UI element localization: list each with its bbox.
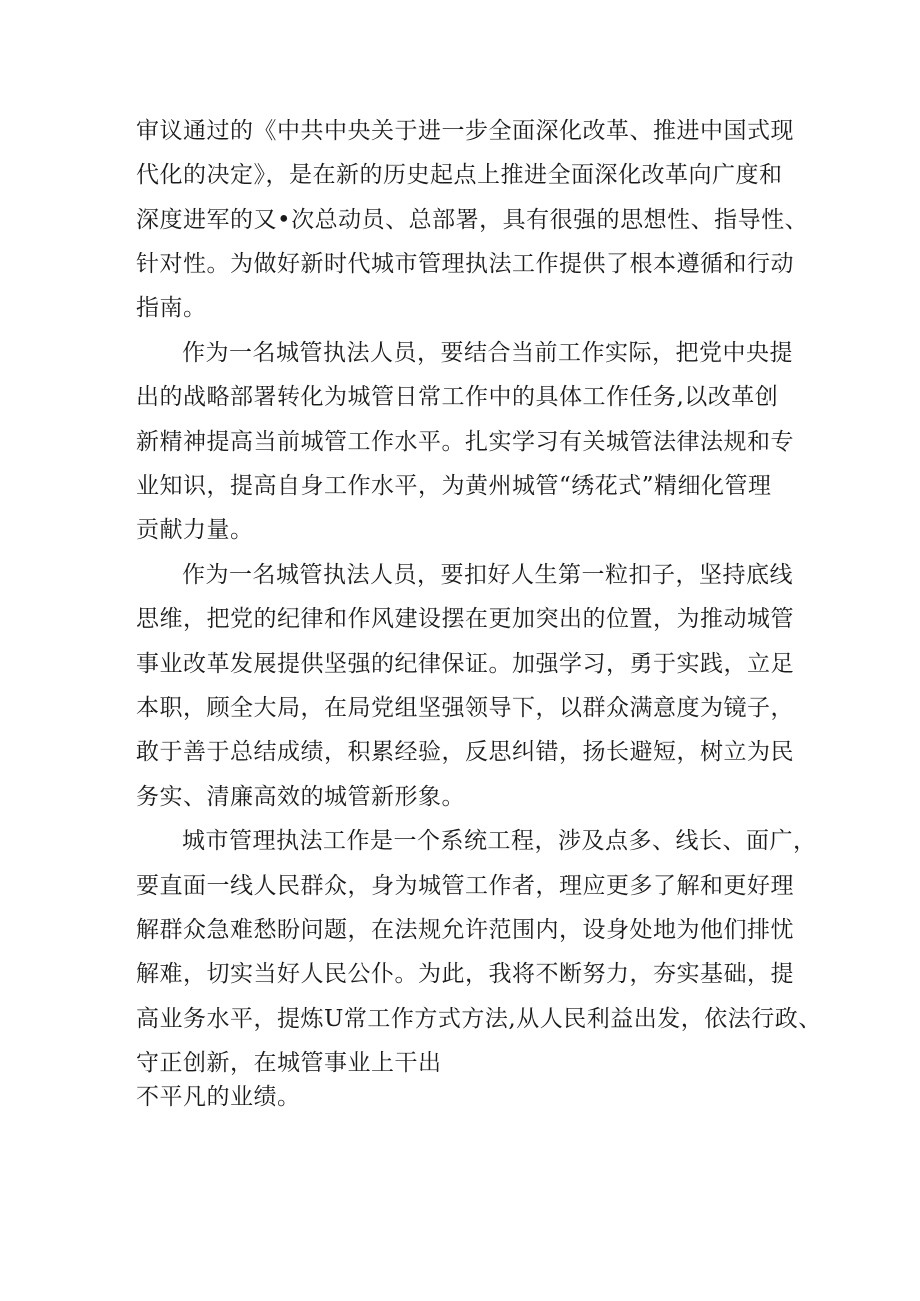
paragraph-2-line-1: 作为一名城管执法人员，要结合当前工作实际，把党中央提 bbox=[182, 340, 793, 366]
paragraph-1-line-3: 深度进军的又•次总动员、总部署，具有很强的思想性、指导性、 bbox=[136, 207, 809, 233]
paragraph-4-line-2: 要直面一线人民群众，身为城管工作者，理应更多了解和更好理 bbox=[136, 873, 794, 899]
paragraph-4-line-4: 解难，切实当好人民公仆。为此，我将不断努力，夯实基础，提 bbox=[136, 961, 794, 987]
paragraph-2-line-5: 贡献力量。 bbox=[136, 517, 254, 543]
paragraph-2-line-4: 业知识，提高自身工作水平，为黄州城管“绣花式”精细化管理 bbox=[136, 473, 772, 499]
paragraph-3-line-3: 事业改革发展提供坚强的纪律保证。加强学习，勇于实践，立足 bbox=[136, 651, 794, 677]
paragraph-3-line-2: 思维，把党的纪律和作风建设摆在更加突出的位置，为推动城管 bbox=[136, 606, 794, 632]
paragraph-3-line-4: 本职，顾全大局，在局党组坚强领导下，以群众满意度为镜子， bbox=[136, 695, 794, 721]
paragraph-3-line-1: 作为一名城管执法人员，要扣好人生第一粒扣子，坚持底线 bbox=[182, 562, 793, 588]
paragraph-1-line-2: 代化的决定》，是在新的历史起点上推进全面深化改革向广度和 bbox=[136, 162, 783, 188]
paragraph-3-line-6: 务实、清廉高效的城管新形象。 bbox=[136, 784, 465, 810]
paragraph-4-line-7: 不平凡的业绩。 bbox=[136, 1084, 301, 1110]
paragraph-4-line-6: 守正创新，在城管事业上干出 bbox=[136, 1050, 442, 1076]
paragraph-3-line-5: 敢于善于总结成绩，积累经验，反思纠错，扬长避短，树立为民 bbox=[136, 739, 794, 765]
paragraph-1-line-4: 针对性。为做好新时代城市管理执法工作提供了根本遵循和行动 bbox=[136, 251, 794, 277]
paragraph-4-line-5: 高业务水平，提炼U常工作方式方法,从人民利益出发，依法行政、 bbox=[136, 1006, 822, 1032]
paragraph-4-line-3: 解群众急难愁盼问题，在法规允许范围内，设身处地为他们排忧 bbox=[136, 917, 794, 943]
paragraph-1-line-1: 审议通过的《中共中央关于进一步全面深化改革、推进中国式现 bbox=[136, 118, 794, 144]
paragraph-2-line-3: 新精神提高当前城管工作水平。扎实学习有关城管法律法规和专 bbox=[136, 429, 794, 455]
paragraph-1-line-5: 指南。 bbox=[136, 295, 207, 321]
paragraph-4-line-1: 城市管理执法工作是一个系统工程，涉及点多、线长、面广， bbox=[182, 828, 817, 854]
paragraph-2-line-2: 出的战略部署转化为城管日常工作中的具体工作任务,以改革创 bbox=[136, 384, 779, 410]
